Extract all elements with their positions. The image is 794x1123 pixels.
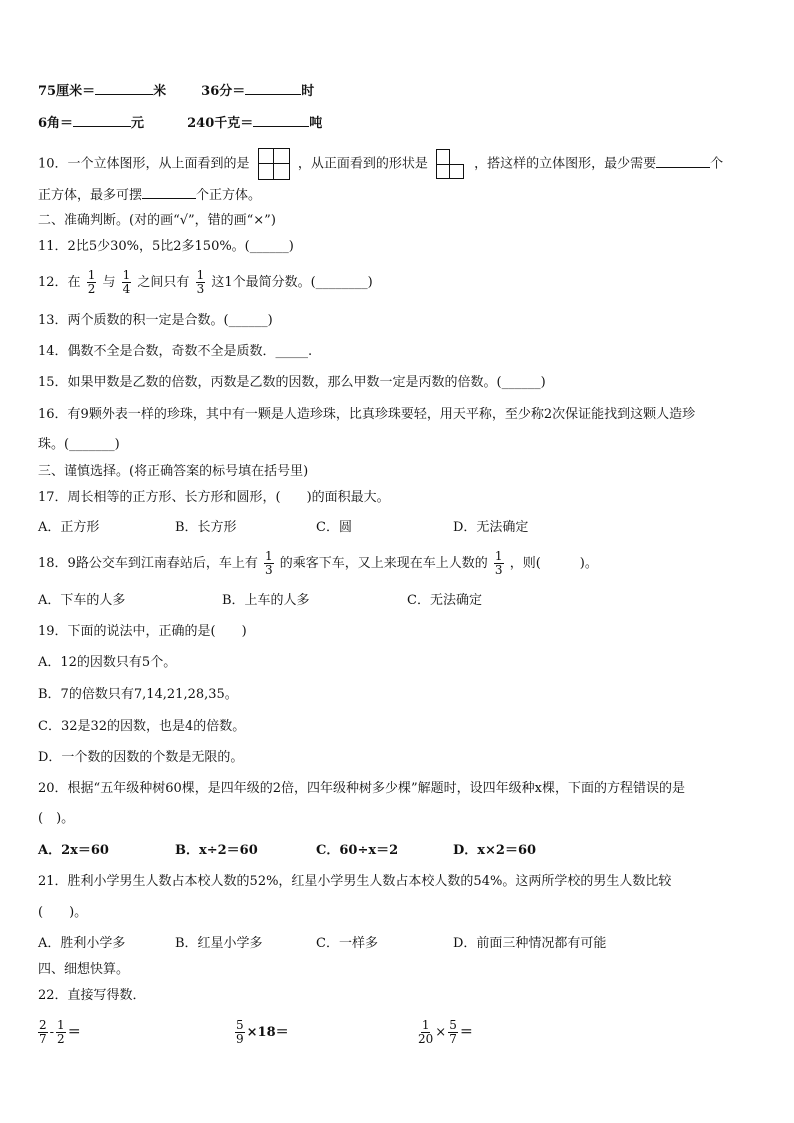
- calc-item-2: [233, 1016, 289, 1050]
- q21-option-c[interactable]: C．一样多: [316, 936, 378, 951]
- q12-text: 12．在: [38, 275, 81, 290]
- conv-a-left: 75厘米＝: [38, 84, 96, 99]
- fraction: $\frac{1}{20}$: [418, 1018, 434, 1046]
- fraction: $\frac{1}{3}$: [264, 549, 273, 577]
- conv-d-unit: 吨: [309, 116, 323, 131]
- fraction: $\frac{1}{4}$: [122, 268, 131, 296]
- q17-option-c[interactable]: C．圆: [316, 520, 352, 535]
- conv-b-left: 36分＝: [201, 84, 246, 99]
- question-17: 17．周长相等的正方形、长方形和圆形，( )的面积最大。: [38, 490, 390, 505]
- question-10-line-2: [38, 186, 261, 205]
- q19-option-c[interactable]: C．32是32的因数，也是4的倍数。: [38, 719, 246, 734]
- operator: -: [49, 1025, 55, 1040]
- q21-option-b[interactable]: B．红星小学多: [175, 936, 263, 951]
- equals-sign: ＝: [459, 1025, 473, 1040]
- front-view-figure: [436, 149, 466, 179]
- q21-option-d[interactable]: D．前面三种情况都有可能: [453, 936, 607, 951]
- answer-blank[interactable]: [95, 82, 153, 95]
- question-16-line-1: 16．有9颗外表一样的珍珠，其中有一颗是人造珍珠，比真珍珠要轻，用天平称，至少称2次保证能找到这颗人造珍: [38, 407, 696, 422]
- answer-blank[interactable]: [245, 82, 301, 95]
- fraction: $\frac{2}{7}$: [39, 1018, 47, 1046]
- q18-text: ，则( )。: [509, 556, 598, 571]
- question-18: [38, 547, 598, 581]
- answer-blank[interactable]: [73, 114, 131, 127]
- fraction: $\frac{1}{2}$: [57, 1018, 65, 1046]
- section-3-heading: 三、谨慎选择。(将正确答案的标号填在括号里): [38, 464, 309, 479]
- fraction: $\frac{1}{3}$: [494, 549, 503, 577]
- calc-item-3: [416, 1016, 473, 1050]
- q20-option-c[interactable]: C．60÷x＝2: [316, 843, 399, 858]
- q12-text: 这1个最简分数。(________): [211, 275, 373, 290]
- answer-blank[interactable]: [142, 186, 196, 199]
- conv-c-left: 6角＝: [38, 116, 74, 131]
- q12-text: 之间只有: [137, 275, 190, 290]
- calc-item-1: [36, 1016, 81, 1050]
- answer-blank[interactable]: [656, 155, 710, 168]
- question-19: 19．下面的说法中，正确的是( ): [38, 624, 247, 639]
- q12-text: 与: [102, 275, 116, 290]
- q17-option-a[interactable]: A．正方形: [38, 520, 100, 535]
- fraction: $\frac{5}{9}$: [236, 1018, 244, 1046]
- top-view-figure: [258, 148, 290, 180]
- question-11: 11．2比5少30%，5比2多150%。(______): [38, 239, 294, 254]
- q10-text: 正方体，最多可摆: [38, 188, 143, 203]
- question-12: [38, 266, 373, 300]
- conv-a-unit: 米: [153, 84, 167, 99]
- question-21-line-2: ( )。: [38, 905, 88, 920]
- q20-option-a[interactable]: A．2x＝60: [38, 843, 109, 858]
- operator: ×: [435, 1025, 447, 1040]
- question-13: 13．两个质数的积一定是合数。(______): [38, 313, 273, 328]
- q18-text: 的乘客下车，又上来现在车上人数的: [279, 556, 488, 571]
- fraction: $\frac{1}{3}$: [196, 268, 205, 296]
- q19-option-a[interactable]: A．12的因数只有5个。: [38, 655, 177, 670]
- conv-d-left: 240千克＝: [187, 116, 254, 131]
- question-14: 14．偶数不全是合数，奇数不全是质数．_____.: [38, 344, 313, 359]
- q10-text: 10．一个立体图形，从上面看到的是: [38, 156, 250, 172]
- conv-b-unit: 时: [301, 84, 315, 99]
- q18-option-b[interactable]: B．上车的人多: [222, 593, 310, 608]
- q19-option-d[interactable]: D．一个数的因数的个数是无限的。: [38, 750, 244, 765]
- question-20-line-2: ( )。: [38, 811, 75, 826]
- section-2-heading: 二、准确判断。(对的画“√”，错的画“×”): [38, 213, 276, 228]
- question-10-line-1: [38, 148, 723, 180]
- conversion-row-1: [38, 82, 314, 101]
- question-15: 15．如果甲数是乙数的倍数，丙数是乙数的因数，那么甲数一定是丙数的倍数。(______): [38, 375, 546, 390]
- question-22: 22．直接写得数．: [38, 988, 146, 1003]
- fraction: $\frac{5}{7}$: [449, 1018, 457, 1046]
- q18-text: 18．9路公交车到江南春站后，车上有: [38, 556, 258, 571]
- q21-option-a[interactable]: A．胜利小学多: [38, 936, 126, 951]
- question-16-line-2: 珠。(_______): [38, 437, 120, 452]
- q10-text: 个: [710, 156, 724, 172]
- q18-option-c[interactable]: C．无法确定: [407, 593, 482, 608]
- q10-text: ，从正面看到的形状是: [297, 156, 428, 172]
- q18-option-a[interactable]: A．下车的人多: [38, 593, 126, 608]
- q10-text: ，搭这样的立体图形，最少需要: [474, 156, 657, 172]
- section-4-heading: 四、细想快算。: [38, 962, 130, 977]
- q20-option-b[interactable]: B．x÷2＝60: [175, 843, 258, 858]
- fraction: $\frac{1}{2}$: [87, 268, 96, 296]
- q17-option-d[interactable]: D．无法确定: [453, 520, 529, 535]
- q10-text: 个正方体。: [196, 188, 262, 203]
- question-21-line-1: 21．胜利小学男生人数占本校人数的52%，红星小学男生人数占本校人数的54%。这两所学校的男生人数比较: [38, 874, 672, 889]
- question-20-line-1: 20．根据“五年级种树60棵，是四年级的2倍，四年级种树多少棵”解题时，设四年级种x棵，下面的方程错误的是: [38, 781, 685, 796]
- q19-option-b[interactable]: B．7的倍数只有7,14,21,28,35。: [38, 687, 238, 702]
- conversion-row-2: [38, 114, 322, 133]
- equals-sign: ＝: [67, 1025, 81, 1040]
- calc-rest: ×18＝: [246, 1025, 289, 1040]
- q17-option-b[interactable]: B．长方形: [175, 520, 237, 535]
- q20-option-d[interactable]: D．x×2＝60: [453, 843, 537, 858]
- conv-c-unit: 元: [131, 116, 145, 131]
- answer-blank[interactable]: [253, 114, 309, 127]
